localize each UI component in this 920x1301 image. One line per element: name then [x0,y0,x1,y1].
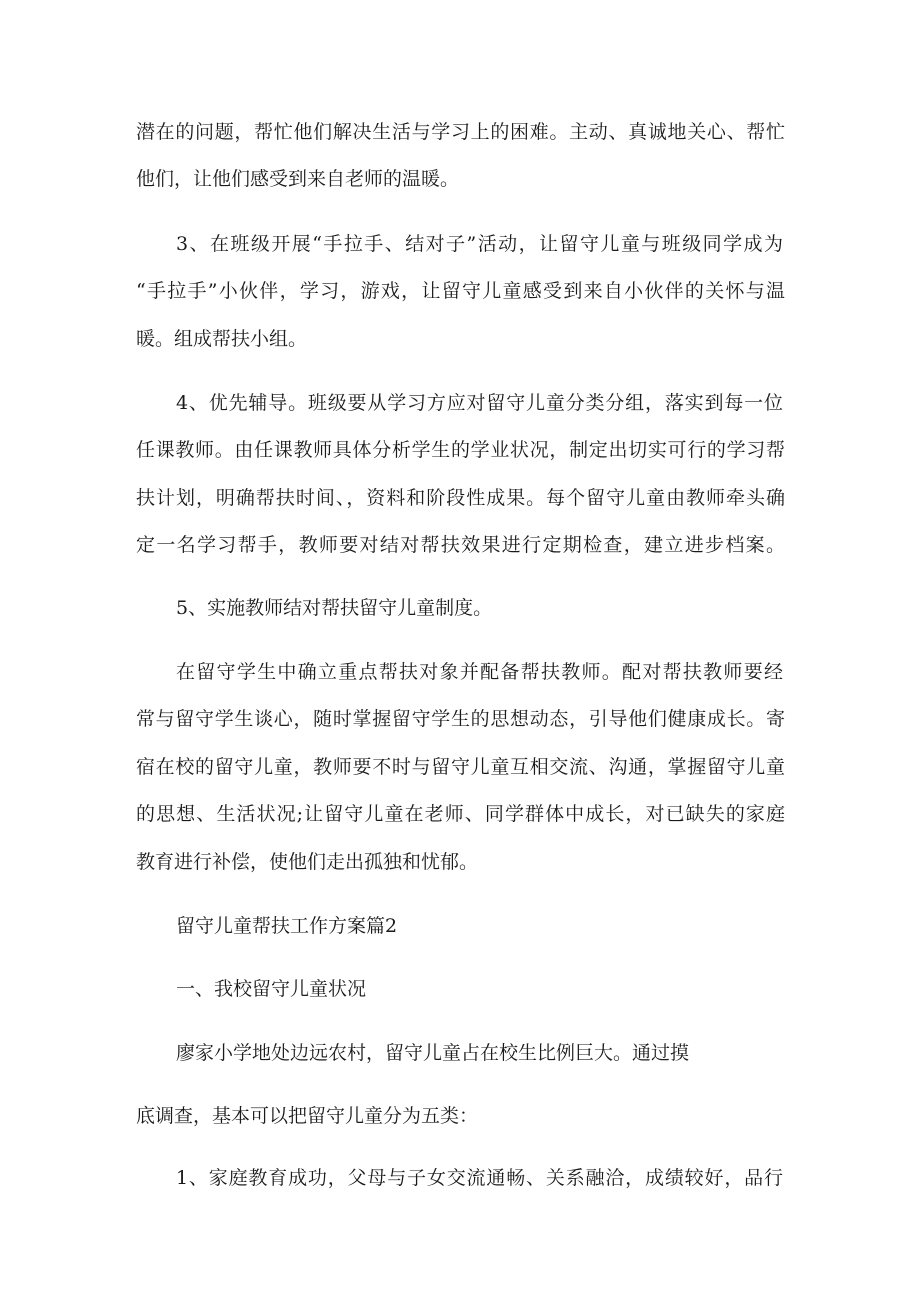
text-line: 常与留守学生谈心，随时掌握留守学生的思想动态，引导他们健康成长。寄 [136,708,785,730]
text-line: 3、在班级开展“手拉手、结对子”活动，让留守儿童与班级同学成为 [176,233,783,255]
text-line: 定一名学习帮手，教师要对结对帮扶效果进行定期检查，建立进步档案。 [136,534,785,556]
text-line: 任课教师。由任课教师具体分析学生的学业状况，制定出切实可行的学习帮 [136,439,785,461]
text-line: 5、实施教师结对帮扶留守儿童制度。 [176,597,493,619]
text-line: 潜在的问题，帮忙他们解决生活与学习上的困难。主动、真诚地关心、帮忙 [136,121,785,143]
text-line: 在留守学生中确立重点帮扶对象并配备帮扶教师。配对帮扶教师要经 [176,661,783,683]
text-line: 扶计划，明确帮扶时间、，资料和阶段性成果。每个留守儿童由教师牵头确 [136,487,785,509]
text-line: 1、家庭教育成功，父母与子女交流通畅、关系融洽，成绩较好，品行 [176,1167,783,1189]
text-line: “手拉手”小伙伴，学习，游戏，让留守儿童感受到来自小伙伴的关怀与温 [136,280,785,302]
text-line: 他们，让他们感受到来自老师的温暖。 [136,168,460,190]
text-line: 的思想、生活状况;让留守儿童在老师、同学群体中成长，对已缺失的家庭 [136,803,785,825]
section-heading: 一、我校留守儿童状况 [176,978,367,1000]
text-line: 暖。组成帮扶小组。 [136,328,308,350]
text-line: 教育进行补偿，使他们走出孤独和忧郁。 [136,851,479,873]
text-line: 廖家小学地处边远农村，留守儿童占在校生比例巨大。通过摸 [176,1042,690,1064]
section-heading: 留守儿童帮扶工作方案篇2 [176,915,398,937]
text-line: 4、优先辅导。班级要从学习方应对留守儿童分类分组，落实到每一位 [176,392,783,414]
text-line: 底调查，基本可以把留守儿童分为五类： [136,1105,479,1127]
text-line: 宿在校的留守儿童，教师要不时与留守儿童互相交流、沟通，掌握留守儿童 [136,756,785,778]
